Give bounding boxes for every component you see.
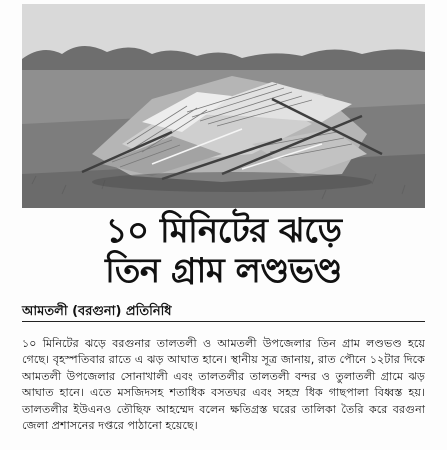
news-photo-collapsed-house — [22, 4, 425, 208]
headline-line-2: তিন গ্রাম লণ্ডভণ্ড — [105, 250, 342, 291]
byline: আমতলী (বরগুনা) প্রতিনিধি — [22, 304, 172, 319]
byline-divider — [22, 321, 425, 322]
headline-line-1: ১০ মিনিটের ঝড়ে — [105, 211, 342, 251]
article-body: ১০ মিনিটের ঝড়ে বরগুনার তালতলী ও আমতলী উপজেলার তিন গ্রাম লণ্ডভণ্ড হয়ে গেছে। বৃহস্পতিবার রাতে এ ঝড় আঘাত হানে। স্থানীয় সূত্র জানায়, রাত পৌনে ১২টার দিকে আমতলী উপজেলার সোনাখালী এবং তালতলীর তালতলী বন্দর ও তুলাতলী গ্রামে ঝড় আঘাত হানে। এতে মসজিদসহ শতাধিক বসতঘর এবং সহস্র ধিক গাছপালা বিধ্বস্ত হয়। তালতলীর ইউএনও তৌছিফ আহম্মেদ বলেন ক্ষতিগ্রস্ত ঘরের তালিকা তৈরি করে বরগুনা জেলা প্রশাসনের দপ্তরে পাঠানো হয়েছে। — [22, 337, 425, 433]
headline — [0, 211, 447, 291]
